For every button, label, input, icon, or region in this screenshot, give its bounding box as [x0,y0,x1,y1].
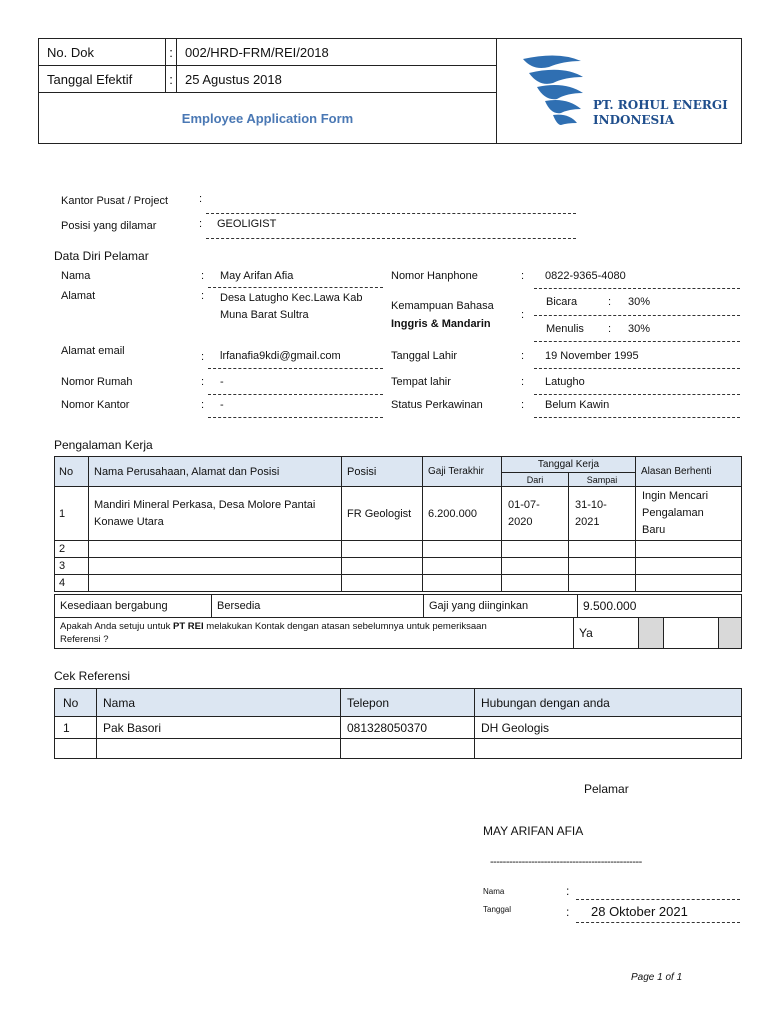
pelamar-label: Pelamar [584,782,629,796]
bicara-value: 30% [628,296,651,308]
referensi-question: Apakah Anda setuju untuk PT REI melakukan Kontak dengan atasan sebelumnya untuk pemeriksaan Referensi ? [55,618,574,649]
col-dari: Dari [502,473,569,487]
reference-table [54,688,742,759]
status-value: Belum Kawin [545,399,610,411]
posisi-label: Posisi yang dilamar [61,220,157,232]
lahir-value: 19 November 1995 [545,350,639,362]
colon: : [166,39,177,66]
rumah-label: Nomor Rumah [61,376,133,388]
col-nama: Nama Perusahaan, Alamat dan Posisi [89,457,342,487]
rumah-value: - [220,376,224,388]
menulis-label: Menulis [546,323,584,335]
ref-col-telepon: Telepon [341,689,475,717]
kantor-phone-value: - [220,399,224,411]
table-row: 1 Mandiri Mineral Perkasa, Desa Molore Pantai Konawe Utara FR Geologist 6.200.000 01-07- 2020 31-10- 2021 Ingin Mencari Pengalaman Baru [55,487,742,541]
page-number: Page 1 of 1 [631,972,683,983]
table-row [55,739,742,759]
kesediaan-value: Bersedia [212,595,424,618]
col-sampai: Sampai [569,473,636,487]
col-alasan: Alasan Berhenti [636,457,742,487]
nama-value: May Arifan Afia [220,270,294,282]
ref-col-no: No [55,689,97,717]
referensi-answer: Ya [574,618,639,649]
gaji-ingin-value: 9.500.000 [578,595,742,618]
no-dok-label: No. Dok [39,39,166,66]
gaji-ingin-label: Gaji yang diinginkan [424,595,578,618]
signer-name: MAY ARIFAN AFIA [483,824,584,838]
experience-table [54,456,742,592]
kantor-field[interactable] [206,212,576,214]
ref-col-hubungan: Hubungan dengan anda [475,689,742,717]
lahir-label: Tanggal Lahir [391,350,458,362]
status-label: Status Perkawinan [391,399,483,411]
table-row: 1 Pak Basori 081328050370 DH Geologis [55,717,742,739]
company-logo-cell [497,39,742,144]
alamat-value: Desa Latugho Kec.Lawa Kab Muna Barat Sultra [220,292,363,321]
bahasa-sub: Inggris & Mandarin [391,318,491,330]
hp-label: Nomor Hanphone [391,270,478,282]
no-dok-value: 002/HRD-FRM/REI/2018 [177,39,497,66]
posisi-value: GEOLIGIST [217,218,277,230]
nama-label: Nama [61,270,91,282]
kesediaan-row [54,594,742,618]
menulis-value: 30% [628,323,651,335]
sig-tanggal-label: Tanggal [483,905,512,914]
col-gaji: Gaji Terakhir [423,457,502,487]
table-row: 4 [55,575,742,592]
form-title: Employee Application Form [39,93,497,144]
hp-value: 0822-9365-4080 [545,270,626,282]
col-tanggal: Tanggal Kerja [502,457,636,473]
company-name-line1: PT. ROHUL ENERGI [593,98,728,112]
tanggal-efektif-value: 25 Agustus 2018 [177,66,497,93]
kantor-phone-label: Nomor Kantor [61,399,130,411]
table-row: 3 [55,558,742,575]
sig-nama-label: Nama [483,887,505,896]
kesediaan-label: Kesediaan bergabung [55,595,212,618]
referensi-question-row [54,617,742,649]
tempat-label: Tempat lahir [391,376,451,388]
email-value: lrfanafia9kdi@gmail.com [220,350,341,362]
section-title-pengalaman: Pengalaman Kerja [54,438,153,452]
signature-line: ------------------------------------------------ [490,856,642,868]
sig-nama-field[interactable] [576,898,740,900]
sig-tanggal-value: 28 Oktober 2021 [591,904,688,919]
bahasa-label: Kemampuan Bahasa [391,300,494,312]
colon: : [166,66,177,93]
section-title-referensi: Cek Referensi [54,669,131,683]
company-name-line2: INDONESIA [593,113,675,127]
document-header [38,38,742,144]
table-row: 2 [55,541,742,558]
col-no: No [55,457,89,487]
email-label: Alamat email [61,345,125,357]
kantor-label: Kantor Pusat / Project [61,195,168,207]
section-title-data-diri: Data Diri Pelamar [54,249,149,263]
bicara-label: Bicara [546,296,578,308]
tempat-value: Latugho [545,376,585,388]
col-posisi: Posisi [342,457,423,487]
tanggal-efektif-label: Tanggal Efektif [39,66,166,93]
alamat-label: Alamat [61,290,96,302]
ref-col-nama: Nama [97,689,341,717]
